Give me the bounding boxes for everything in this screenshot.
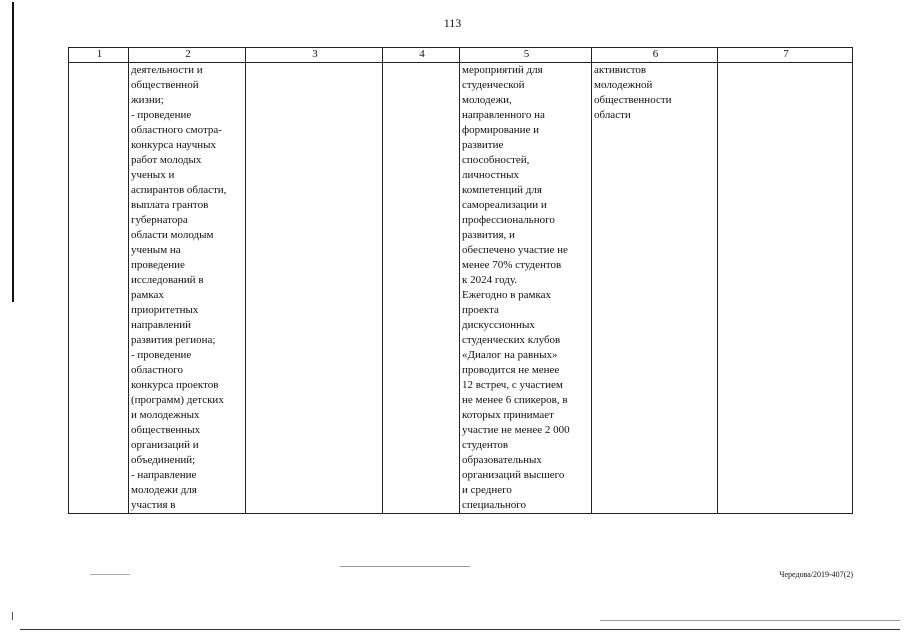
- cell-text-line: специального: [462, 499, 527, 511]
- cell-text-line: выплата грантов: [131, 199, 209, 211]
- cell-text-line: направленного на: [462, 109, 545, 121]
- cell-text-line: проводится не менее: [462, 364, 560, 376]
- cell-col7: [718, 63, 853, 514]
- cell-text-line: молодежи для: [131, 484, 197, 496]
- cell-text-line: рамках: [131, 289, 164, 301]
- cell-text-line: самореализации и: [462, 199, 547, 211]
- cell-text-line: участие не менее 2 000: [462, 424, 570, 436]
- cell-text-line: общественной: [131, 79, 199, 91]
- column-header: 3: [246, 48, 383, 63]
- cell-text-line: исследований в: [131, 274, 204, 286]
- cell-text-line: конкурса проектов: [131, 379, 219, 391]
- cell-text-line: способностей,: [462, 154, 530, 166]
- column-header: 1: [69, 48, 129, 63]
- cell-text-line: менее 70% студентов: [462, 259, 562, 271]
- cell-text-line: общественных: [131, 424, 201, 436]
- footer-document-code: Чередова/2019-407(2): [779, 570, 853, 579]
- document-table: [68, 47, 853, 514]
- cell-text-line: студентов: [462, 439, 509, 451]
- cell-col4: [383, 63, 460, 514]
- cell-text-line: - направление: [131, 469, 197, 481]
- cell-text-line: профессионального: [462, 214, 555, 226]
- column-header: 4: [383, 48, 460, 63]
- cell-text-line: студенческих клубов: [462, 334, 561, 346]
- cell-text-line: приоритетных: [131, 304, 199, 316]
- cell-text-line: образовательных: [462, 454, 542, 466]
- scan-smudge: [340, 566, 470, 567]
- cell-text-line: общественности: [594, 94, 672, 106]
- cell-text-line: активистов: [594, 64, 647, 76]
- cell-text-line: - проведение: [131, 349, 192, 361]
- left-margin-tick: [12, 612, 13, 620]
- cell-text-line: которых принимает: [462, 409, 554, 421]
- cell-text-line: организаций и: [131, 439, 199, 451]
- cell-text-line: деятельности и: [131, 64, 203, 76]
- cell-text-line: аспирантов области,: [131, 184, 227, 196]
- cell-text-line: жизни;: [131, 94, 164, 106]
- cell-text-line: (программ) детских: [131, 394, 224, 406]
- table-row: [69, 63, 853, 514]
- cell-text-line: «Диалог на равных»: [462, 349, 558, 361]
- bottom-scan-line: [600, 620, 900, 621]
- cell-text-line: молодежи,: [462, 94, 512, 106]
- cell-text-line: 12 встреч, с участием: [462, 379, 563, 391]
- cell-text-line: компетенций для: [462, 184, 542, 196]
- cell-text-line: работ молодых: [131, 154, 202, 166]
- cell-text-line: областного смотра-: [131, 124, 222, 136]
- cell-text-line: студенческой: [462, 79, 525, 91]
- column-header: 6: [592, 48, 718, 63]
- page-number: 113: [443, 16, 462, 30]
- cell-text-line: участия в: [131, 499, 176, 511]
- cell-col5: [460, 63, 592, 514]
- cell-text-line: области молодым: [131, 229, 214, 241]
- cell-text-line: Ежегодно в рамках: [462, 289, 552, 301]
- column-header: 5: [460, 48, 592, 63]
- cell-text-line: направлений: [131, 319, 191, 331]
- cell-text-line: и молодежных: [131, 409, 200, 421]
- bottom-rule: [20, 629, 900, 630]
- table-header-row: [69, 48, 853, 63]
- cell-text-line: - проведение: [131, 109, 192, 121]
- left-margin-bar: [12, 2, 14, 302]
- cell-text-line: губернатора: [131, 214, 188, 226]
- cell-text-line: мероприятий для: [462, 64, 543, 76]
- cell-text-line: и среднего: [462, 484, 512, 496]
- cell-text-line: ученых и: [131, 169, 175, 181]
- cell-col1: [69, 63, 129, 514]
- cell-text-line: дискуссионных: [462, 319, 535, 331]
- cell-text-line: ученым на: [131, 244, 181, 256]
- cell-text-line: развитие: [462, 139, 504, 151]
- cell-col2: [129, 63, 246, 514]
- cell-text-line: проведение: [131, 259, 185, 271]
- cell-text-line: организаций высшего: [462, 469, 565, 481]
- cell-text-line: объединений;: [131, 454, 196, 466]
- column-header: 2: [129, 48, 246, 63]
- cell-text-line: конкурса научных: [131, 139, 217, 151]
- cell-text-line: областного: [131, 364, 184, 376]
- cell-text-line: молодежной: [594, 79, 653, 91]
- column-header: 7: [718, 48, 853, 63]
- cell-text-line: к 2024 году.: [462, 274, 518, 286]
- cell-text-line: области: [594, 109, 631, 121]
- cell-col3: [246, 63, 383, 514]
- cell-text-line: формирование и: [462, 124, 540, 136]
- cell-text-line: проекта: [462, 304, 499, 316]
- cell-text-line: личностных: [462, 169, 520, 181]
- cell-col6: [592, 63, 718, 514]
- cell-text-line: развития, и: [462, 229, 515, 241]
- cell-text-line: не менее 6 спикеров, в: [462, 394, 568, 406]
- scan-smudge: [90, 574, 130, 575]
- cell-text-line: развития региона;: [131, 334, 216, 346]
- cell-text-line: обеспечено участие не: [462, 244, 568, 256]
